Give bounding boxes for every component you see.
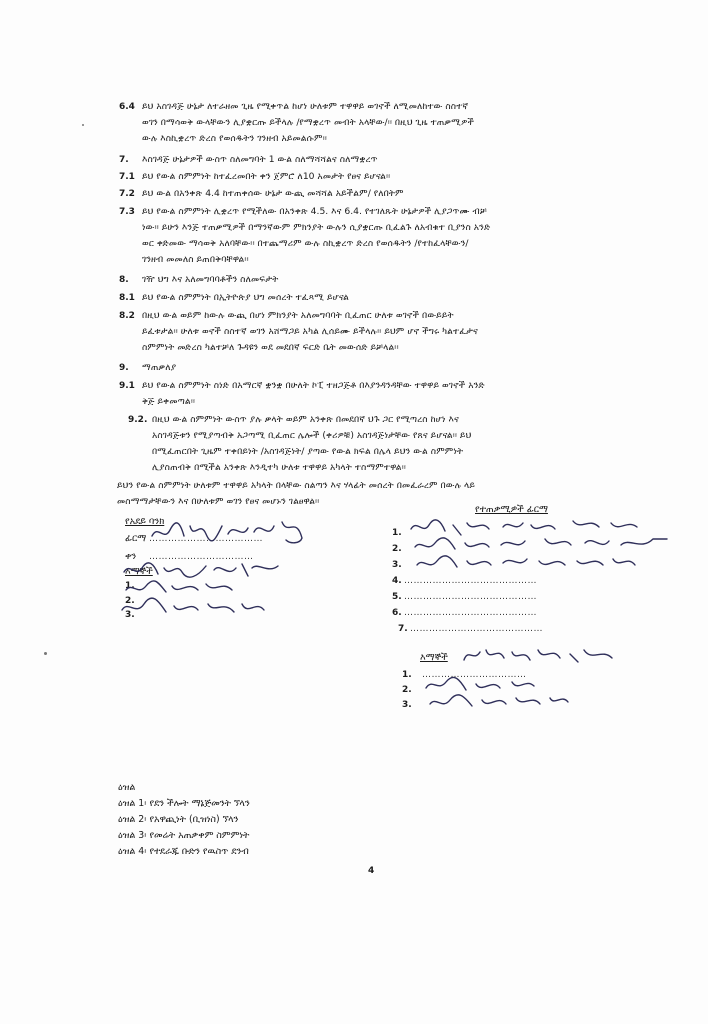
beneficiary-number: 3. <box>392 560 402 570</box>
clause-number: 6.4 <box>119 102 135 112</box>
clause-text: ገንዘብ መመለስ ይጠበቅባቸዋል፡፡ <box>142 254 249 265</box>
clause-text: ወር ቀድመው ማሳወቅ አለባቸው፡፡ በተጨማሪም ውሉ ስኪቋረጥ ድረስ የወሰዱትን /የተከፈላቸውን/ <box>142 238 469 249</box>
clause-text: በዚህ ውል ስምምነት ውስጥ ያሉ ቃላት ወይም አንቀጽ በመደበኛ ህጉ ጋር የሚጣረስ ከሆነ እና <box>152 414 459 425</box>
beneficiary-line: …………………………………… <box>404 608 537 618</box>
lender-heading: የአደይ ባንክ <box>125 516 165 527</box>
witness-number: 2. <box>125 596 135 606</box>
clause-number: 9.2. <box>128 415 148 425</box>
page-number: 4 <box>368 866 375 876</box>
witnesses-label: እማኞች <box>125 566 153 577</box>
clause-text: ውሉ እስኪቋረጥ ድረስ የወሰዱትን ገንዘብ አይመልሱም፡፡ <box>142 133 327 144</box>
section-number: 9. <box>119 363 129 373</box>
beneficiary-line: …………………………………… <box>410 624 543 634</box>
beneficiary-line: …………………………………… <box>404 592 537 602</box>
beneficiary-number: 6. <box>392 608 402 618</box>
scan-speck <box>82 124 84 126</box>
clause-text: ይህ አስገዳጅ ሁኔታ ለተራዘመ ጊዜ የሚቀጥል ከሆነ ሁለቱም ተዋዋይ ወገኖች ለሚመለከተው ስስተኛ <box>142 101 469 112</box>
section-heading: ማጠቃለያ <box>142 362 177 373</box>
clause-number: 8.1 <box>119 293 135 303</box>
clause-number: 7.1 <box>119 172 135 182</box>
clause-text: ሊያስጠብቅ በሚችል አንቀጽ እንዲተካ ሁለቱ ተዋዋይ አካላት ተስማምተዋል፡፡ <box>152 462 406 473</box>
witness-number: 3. <box>125 610 135 620</box>
beneficiary-number: 4. <box>392 576 402 586</box>
clause-text: በሚፈጠርበት ጊዜም ተቀበይነት /አስገዳጅነት/ ያጣው የውል ክፍል በሌላ ይህን ውል ስምምነት <box>152 446 464 457</box>
beneficiaries-heading: የተጠቃሚዎች ፊርማ <box>475 504 548 515</box>
clause-text: ይህ የውል ስምምነት ስነድ በአማርኛ ቋንቋ በሁለት ኮፒ ተዘጋጅቶ በእያንዳንዳቸው ተዋዋይ ወገኖች አንድ <box>142 380 485 391</box>
annex-item: ዕዝል 3፡ የመሬት አጠቃቀም ስምምነት <box>118 830 250 841</box>
beneficiary-signatures <box>405 515 675 575</box>
witness-number: 1. <box>125 581 135 591</box>
clause-text: ይህ ውል በአንቀጽ 4.4 ከተጠቀሰው ሁኔታ ውጪ መሻሻል አይችልም/ የለበትም <box>142 188 404 199</box>
closing-text: ይህን የውል ስምምነት ሁለቱም ተዋዋይ አካላት በላቸው ስልጣን እና ሃላፊት መሰረት በመፈራረም በውሉ ላይ <box>117 480 476 491</box>
witness-number: 3. <box>402 700 412 710</box>
right-witness-heading-signature <box>460 644 630 666</box>
clause-text: ስምምነት መድረስ ካልተቻለ ጉዳዩን ወደ መደበኛ ፍርድ ቤት መውሰድ ይቻላል፡፡ <box>142 342 399 353</box>
annex-item: ዕዝል 4፡ የተደራጁ ቡድን የዉስጥ ደንብ <box>118 846 249 857</box>
clause-number: 7.2 <box>119 189 135 199</box>
section-heading: ገዥ ህግ እና አለመግባባቶችን ስለመፍታት <box>142 274 279 285</box>
beneficiary-number: 1. <box>392 528 402 538</box>
witness-number: 2. <box>402 685 412 695</box>
witnesses-right-label: እማኞች <box>420 652 448 663</box>
right-witness-signatures <box>420 676 580 712</box>
beneficiary-number: 7. <box>398 624 408 634</box>
annex-item: ዕዝል 1፡ የደን ችሎት ማኔጅመንት ኘላን <box>118 798 250 809</box>
section-number: 7. <box>119 155 129 165</box>
clause-text: ይህ የውል ስምምነት ከተፈረመበት ቀን ጀምሮ ለ10 አመታት የፀና ይሆናል፡፡ <box>142 171 391 182</box>
sign-line: ……………………………… <box>149 534 263 544</box>
section-heading: እስገዳጅ ሁኔታዎች ውስጥ ስለመግባት 1 ውል ስለማሻሻልና ስለማቋረጥ <box>142 154 378 165</box>
left-witness-signatures <box>118 560 288 620</box>
clause-text: ይህ የውል ስምምነት ሊቋረጥ የሚችለው በአንቀጽ 4.5. እና 6.4. የተገለጹት ሁኔታዎች ሊያጋጥሙ ብቻ <box>142 206 487 217</box>
beneficiary-number: 5. <box>392 592 402 602</box>
clause-text: ይፈቱታል፡፡ ሁለቱ ወኖች ስስተኛ ወገን አሸማጋይ አካል ሊሰይሙ ይችላሉ፡፡ ይህም ሆኖ ችግሩ ካልተፈታና <box>142 326 478 337</box>
sign-label: ፊርማ <box>125 533 147 544</box>
witness-number: 1. <box>402 670 412 680</box>
clause-number: 9.1 <box>119 381 135 391</box>
clause-number: 8.2 <box>119 311 135 321</box>
clause-text: ቅጅ ይቀመጣል፡፡ <box>142 396 196 407</box>
date-label: ቀን <box>125 551 137 562</box>
clause-number: 7.3 <box>119 207 135 217</box>
scan-speck <box>44 652 47 655</box>
annex-title: ዕዝል <box>118 782 136 793</box>
section-number: 8. <box>119 275 129 285</box>
clause-text: በዚህ ውል ወይም ከውሉ ውጪ በሆነ ምክንያት አለመግባባት ቢፈጠር ሁለቱ ወገኖች በውይይት <box>142 310 454 321</box>
witness-line: …………………………… <box>422 670 527 680</box>
clause-text: ነው፡፡ ይሁን እንጅ ተጠቃሚዎች በማንኛውም ምክንያት ውሉን ሲያቋርጡ ቢፈልጉ ለአብቁተ ቢያንስ አንድ <box>142 222 491 233</box>
annex-item: ዕዝል 2፡ የአዋጪነት (ቢዝነስ) ኘላን <box>118 814 239 825</box>
beneficiary-line: …………………………………… <box>404 576 537 586</box>
clause-text: ይህ የውል ስምምነት በኢትዮጵያ ህግ መሰረት ተፈጻሚ ይሆናል <box>142 292 349 303</box>
closing-text: መስማማታቸውን እና በሁለቱም ወገን የፀና መሆኑን ገልፀዋል፡፡ <box>117 496 320 507</box>
date-line: …………………………… <box>149 552 254 562</box>
clause-text: አስገዳጅቱን የሚያጣብቅ አጋጣሚ ቢፈጠር ሌሎች (ቀሪዎቹ) አስገዳጅነታቸው የጸና ይሆናል፡፡ ይህ <box>152 430 472 441</box>
beneficiary-number: 2. <box>392 544 402 554</box>
lender-signature <box>150 514 310 548</box>
clause-text: ወገን በማሳወቅ ውላቸውን ሊያቋርጡ ይችላሉ /የማቋረጥ መብት አላቸው/፡፡ በዚህ ጊዜ ተጠቃሚዎች <box>142 117 474 128</box>
